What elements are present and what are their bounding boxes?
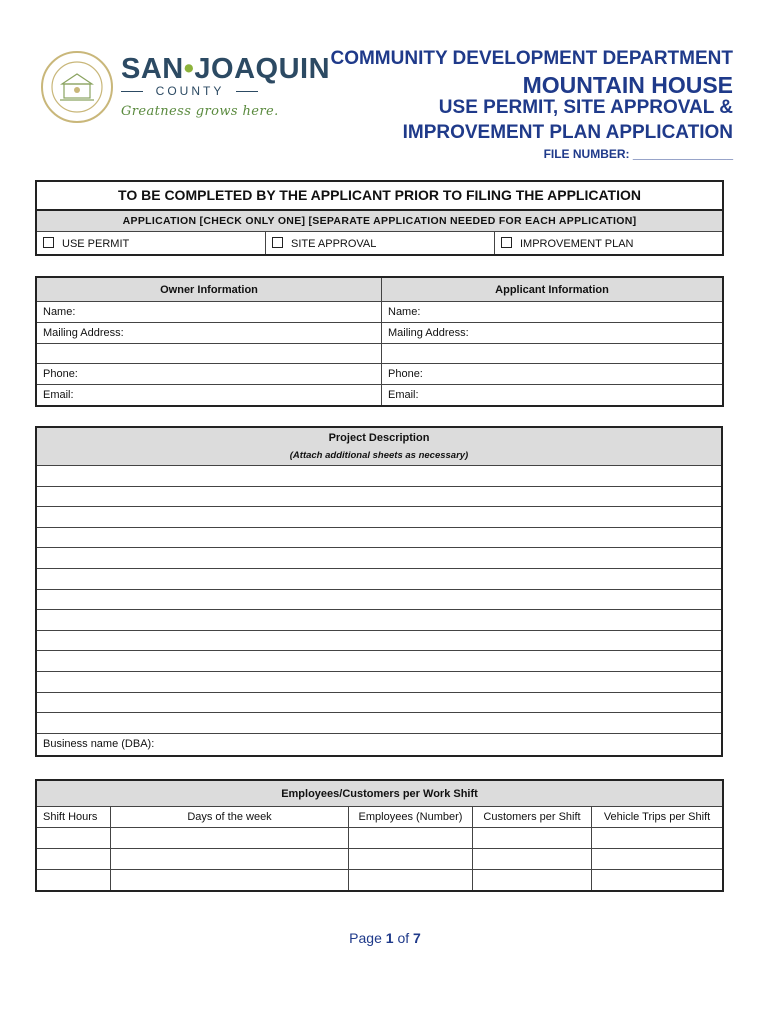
applicant-info-header: Applicant Information xyxy=(382,278,723,302)
vehicle-trips-cell[interactable] xyxy=(592,849,723,870)
applicant-email-field[interactable]: Email: xyxy=(382,385,723,406)
application-type-table xyxy=(36,181,723,255)
col-customers: Customers per Shift xyxy=(473,807,592,828)
county-seal-logo xyxy=(40,50,114,124)
description-line[interactable] xyxy=(37,713,722,734)
logo-wordmark: SAN•JOAQUIN xyxy=(121,53,331,85)
vehicle-trips-cell[interactable] xyxy=(592,870,723,891)
checkbox-site-approval[interactable] xyxy=(272,237,283,248)
owner-name-field[interactable]: Name: xyxy=(37,302,382,323)
description-line[interactable] xyxy=(37,671,722,692)
owner-applicant-table xyxy=(36,277,723,406)
customers-cell[interactable] xyxy=(473,849,592,870)
form-title-line2: IMPROVEMENT PLAN APPLICATION xyxy=(402,122,733,143)
applicant-phone-field[interactable]: Phone: xyxy=(382,364,723,385)
owner-info-header: Owner Information xyxy=(37,278,382,302)
shift-hours-cell[interactable] xyxy=(37,849,111,870)
area-title: MOUNTAIN HOUSE xyxy=(522,72,733,98)
table-row xyxy=(37,849,723,870)
shift-hours-cell[interactable] xyxy=(37,828,111,849)
checkbox-improvement-plan[interactable] xyxy=(501,237,512,248)
owner-mailing-line2[interactable] xyxy=(37,344,382,364)
col-employees: Employees (Number) xyxy=(349,807,473,828)
checkbox-use-permit[interactable] xyxy=(43,237,54,248)
description-line[interactable] xyxy=(37,507,722,528)
project-description-header: Project Description (Attach additional sheets as necessary) xyxy=(37,428,722,466)
col-days-of-week: Days of the week xyxy=(111,807,349,828)
applicant-mailing-field[interactable]: Mailing Address: xyxy=(382,323,723,344)
customers-cell[interactable] xyxy=(473,870,592,891)
work-shift-table xyxy=(36,780,723,891)
page-indicator: Page 1 of 7 xyxy=(349,930,421,946)
days-cell[interactable] xyxy=(111,870,349,891)
description-line[interactable] xyxy=(37,651,722,672)
description-line[interactable] xyxy=(37,466,722,487)
applicant-section-title: TO BE COMPLETED BY THE APPLICANT PRIOR TO FILING THE APPLICATION xyxy=(37,182,723,210)
description-line[interactable] xyxy=(37,692,722,713)
applicant-mailing-line2[interactable] xyxy=(382,344,723,364)
business-name-field[interactable]: Business name (DBA): xyxy=(37,733,722,755)
employees-cell[interactable] xyxy=(349,849,473,870)
owner-phone-field[interactable]: Phone: xyxy=(37,364,382,385)
file-number: FILE NUMBER: _______________ xyxy=(543,147,733,161)
owner-mailing-field[interactable]: Mailing Address: xyxy=(37,323,382,344)
shift-hours-cell[interactable] xyxy=(37,870,111,891)
owner-email-field[interactable]: Email: xyxy=(37,385,382,406)
applicant-name-field[interactable]: Name: xyxy=(382,302,723,323)
col-shift-hours: Shift Hours xyxy=(37,807,111,828)
employees-cell[interactable] xyxy=(349,828,473,849)
table-row xyxy=(37,870,723,891)
logo-rule-right xyxy=(236,91,258,92)
logo-tagline: Greatness grows here. xyxy=(121,104,279,119)
description-line[interactable] xyxy=(37,630,722,651)
form-title-line1: USE PERMIT, SITE APPROVAL & xyxy=(438,97,733,118)
col-vehicle-trips: Vehicle Trips per Shift xyxy=(592,807,723,828)
employees-cell[interactable] xyxy=(349,870,473,891)
description-line[interactable] xyxy=(37,548,722,569)
days-cell[interactable] xyxy=(111,828,349,849)
option-improvement-plan[interactable]: IMPROVEMENT PLAN xyxy=(495,232,723,255)
project-description-table xyxy=(36,427,722,756)
work-shift-header: Employees/Customers per Work Shift xyxy=(37,781,723,807)
vehicle-trips-cell[interactable] xyxy=(592,828,723,849)
table-row xyxy=(37,828,723,849)
option-site-approval[interactable]: SITE APPROVAL xyxy=(266,232,495,255)
application-check-label: APPLICATION [CHECK ONLY ONE] [SEPARATE APPLICATION NEEDED FOR EACH APPLICATION] xyxy=(37,210,723,232)
description-line[interactable] xyxy=(37,486,722,507)
description-line[interactable] xyxy=(37,568,722,589)
description-line[interactable] xyxy=(37,589,722,610)
option-use-permit[interactable]: USE PERMIT xyxy=(37,232,266,255)
logo-county: COUNTY xyxy=(155,84,225,98)
description-line[interactable] xyxy=(37,527,722,548)
department-title: COMMUNITY DEVELOPMENT DEPARTMENT xyxy=(330,48,733,69)
customers-cell[interactable] xyxy=(473,828,592,849)
description-line[interactable] xyxy=(37,610,722,631)
days-cell[interactable] xyxy=(111,849,349,870)
